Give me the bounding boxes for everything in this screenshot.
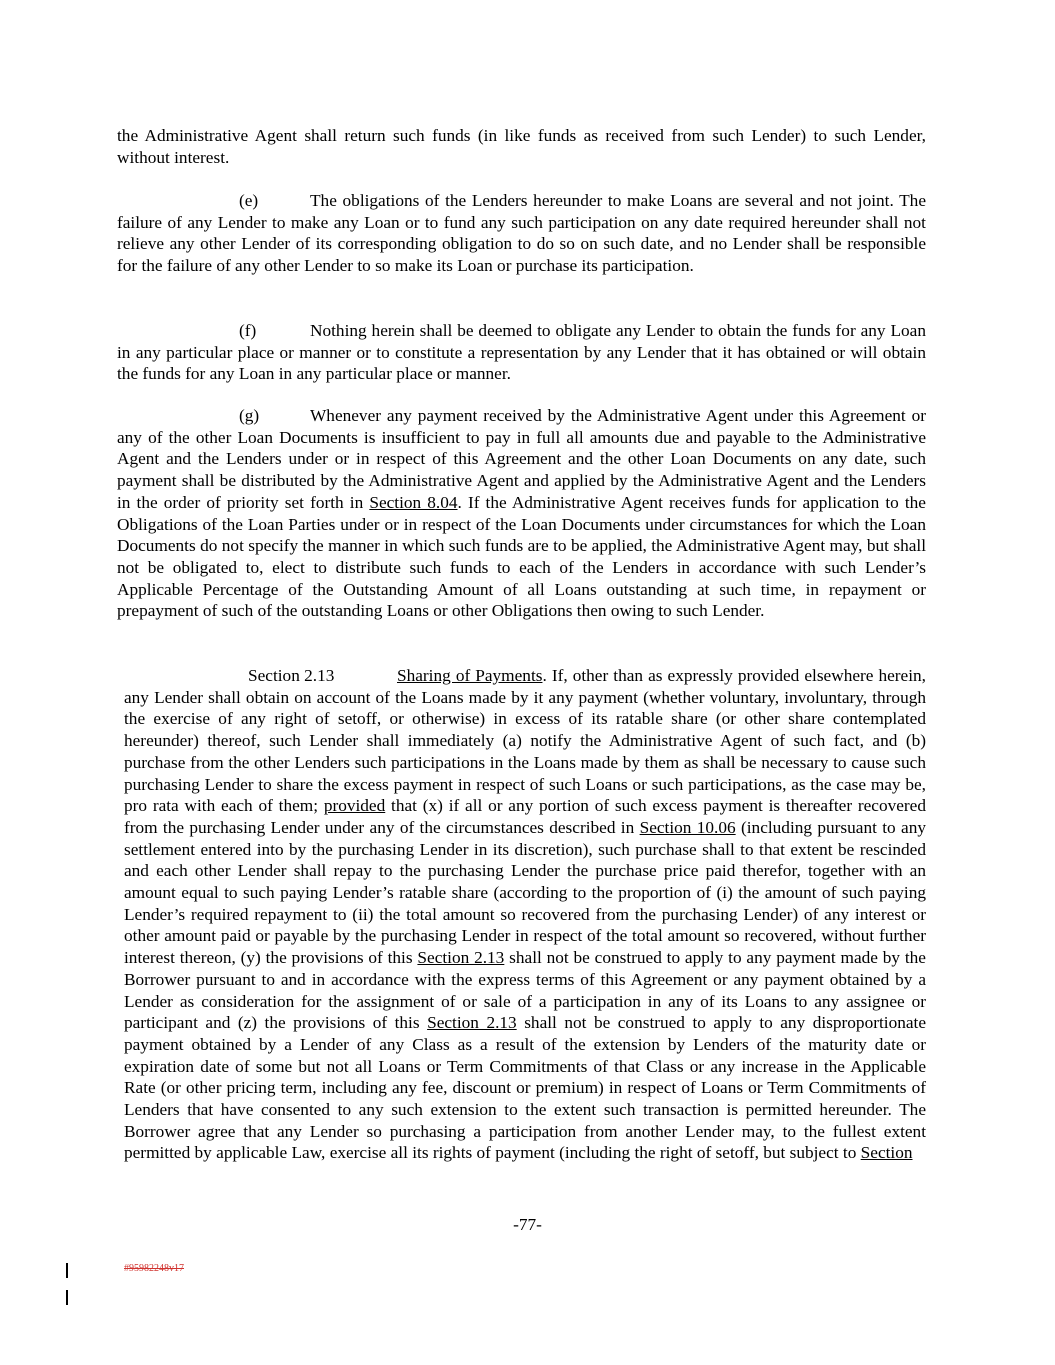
- section-8-04-reference: Section 8.04: [369, 492, 458, 512]
- section-2-13-text-3: (including pursuant to any settlement entered into by the purchasing Lender in its discretion), such purchase shall to that extent be rescinded and each other Lender shall repay to the purchasing Lender the purchase price paid therefor, together with an amount equal to such paying Lender’s ratable share (according to the proportion of (i) the amount of such paying Lender’s required repayment to (ii) the total amount so recovered from the purchasing Lender) of any interest or other amount paid or payable by the purchasing Lender in respect of the total amount so recovered, without further interest thereon, (y) the provisions of this: [124, 817, 926, 968]
- section-2-13-reference: Section 2.13: [427, 1013, 517, 1033]
- provided-term: provided: [323, 796, 386, 816]
- change-bar: [66, 1263, 68, 1278]
- paragraph-e: [117, 190, 926, 277]
- section-2-13-paragraph: [124, 665, 926, 1164]
- section-2-13-number: Section 2.13: [248, 666, 335, 685]
- paragraph-g-text-1: Whenever any payment received by the Administrative Agent under this Agreement or any of the other Loan Documents is insufficient to pay in full all amounts due and payable to the Administrative Agent and the Lenders under or in respect of this Agreement and the other Loan Documents on any date, such payment shall be distributed by the Administrative Agent and applied by the Administrative Agent and the Lenders in the order of priority set forth in: [117, 406, 926, 512]
- document-id: #95982248v17: [124, 1263, 184, 1274]
- section-2-13-text-4: shall not be construed to apply to any payment made by the Borrower pursuant to and in accordance with the express terms of this Agreement or any payment obtained by a Lender as consideration for the assignment of or sale of a participation in any of its Loans to any assignee or participant and (z) the provisions of this: [124, 948, 926, 1033]
- page-number: -77-: [513, 1215, 542, 1234]
- section-2-13-reference: Section 2.13: [417, 948, 505, 968]
- section-2-13-text-2: that (x) if all or any portion of such excess payment is thereafter recovered from the purchasing Lender under any of the circumstances described in: [124, 796, 926, 837]
- section-2-13-text-1: . If, other than as expressly provided elsewhere herein, any Lender shall obtain on account of the Loans made by it any payment (whether voluntary, involuntary, through the exercise of any right of setoff, or otherwise) in excess of its ratable share (or other share contemplated hereunder) thereof, such Lender shall immediately (a) notify the Administrative Agent of such fact, and (b) purchase from the other Lenders such participations in the Loans made by them as shall be necessary to cause such purchasing Lender to share the excess payment in respect of such Loans or such participations, as the case may be, pro rata with each of them;: [124, 666, 926, 816]
- paragraph-e-label: (e): [239, 191, 259, 210]
- change-bar: [66, 1290, 68, 1305]
- continuation-paragraph: [117, 125, 926, 168]
- paragraph-g: [117, 405, 926, 622]
- paragraph-g-label: (g): [239, 406, 260, 425]
- paragraph-f-label: (f): [239, 321, 257, 340]
- continuation-text: the Administrative Agent shall return such funds (in like funds as received from such Lender) to such Lender, without interest.: [117, 126, 926, 167]
- paragraph-e-text: The obligations of the Lenders hereunder to make Loans are several and not joint. The failure of any Lender to make any Loan or to fund any such participation on any date required hereunder shall not relieve any other Lender of its corresponding obligation to do so on such date, and no Lender shall be responsible for the failure of any other Lender to so make its Loan or purchase its participation.: [117, 191, 926, 276]
- section-reference-continued: Section: [860, 1143, 913, 1163]
- paragraph-g-text-2: . If the Administrative Agent receives funds for application to the Obligations of the Loan Parties under or in respect of the Loan Documents under circumstances for which the Loan Documents do not specify the manner in which such funds are to be applied, the Administrative Agent may, but shall not be obligated to, elect to distribute such funds to each of the Lenders in accordance with such Lender’s Applicable Percentage of the Outstanding Amount of all Loans outstanding at such time, in repayment or prepayment of such of the outstanding Loans or other Obligations then owing to such Lender.: [117, 492, 926, 621]
- section-2-13-text-5: shall not be construed to apply to any disproportionate payment obtained by a Lender of any Class as a result of the extension by Lenders of the maturity date or expiration date of some but not all Loans or Term Commitments of that Class or any increase in the Applicable Rate (or other pricing term, including any fee, discount or premium) in respect of Loans or Term Commitments of Lenders that have consented to any such extension to the extent such transaction is permitted hereunder. The Borrower agree that any Lender so purchasing a participation from another Lender may, to the fullest extent permitted by applicable Law, exercise all its rights of payment (including the right of setoff, but subject to: [124, 1013, 926, 1163]
- section-10-06-reference: Section 10.06: [639, 817, 736, 837]
- section-2-13-heading: Sharing of Payments: [397, 666, 543, 685]
- paragraph-f: [117, 320, 926, 385]
- paragraph-f-text: Nothing herein shall be deemed to obligate any Lender to obtain the funds for any Loan in any particular place or manner or to constitute a representation by any Lender that it has obtained or will obtain the funds for any Loan in any particular place or manner.: [117, 321, 926, 384]
